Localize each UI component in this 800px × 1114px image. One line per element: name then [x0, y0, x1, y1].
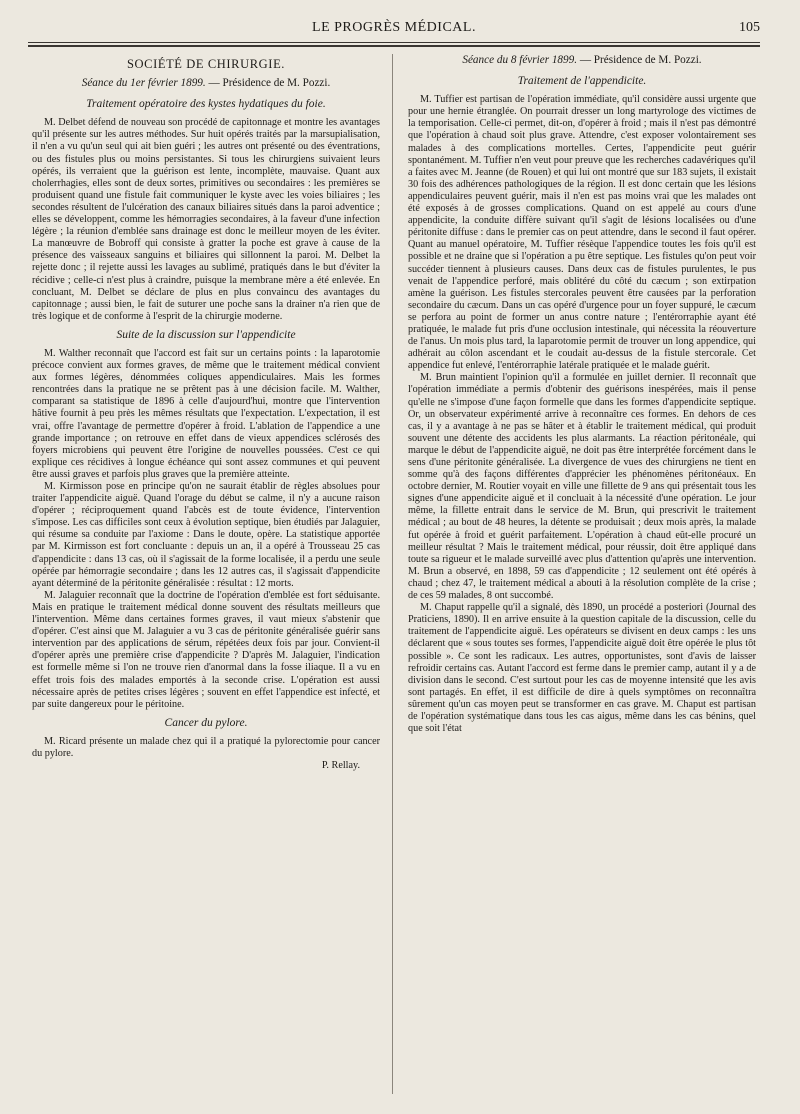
signature: P. Rellay. [321, 760, 360, 772]
seance-date: Séance du 1er février 1899. [81, 77, 206, 90]
section-title-pylore: Cancer du pylore. [164, 716, 248, 729]
section-title-kystes: Traitement opératoire des kystes hydatiques du foie. [86, 98, 326, 111]
paragraph-chaput: M. Chaput rappelle qu'il a signalé, dès 1890, un procédé a posteriori (Journal des Praticiens, 1890). Il en arrive ensuite à la question capitale de la discussion, celle du traitement de l'appendicite aiguë. Les opérateurs se divisent en deux camps : les uns déclarent que « sous toutes ses formes, l'appendicite aiguë doit être opérée le plus tôt possible ». Ce sont les radicaux. Les autres, opportunistes, sont d'avis de laisser refroidir certains cas. Autant l'accord est ferme dans le premier camp, autant il y a de division dans le second. C'est surtout pour les cas de moyenne intensité que les avis sont partagés. En effet, il est difficile de dire à quels symptômes on reconnaîtra sûrement qu'un cas moyen peut se transformer en cas grave. M. Chaput est partisan de l'opération systématique dans tous les cas aigus, même dans les cas bénins, quel que soit l'état [408, 602, 756, 735]
right-column [408, 54, 756, 1106]
paragraph-delbet: M. Delbet défend de nouveau son procédé de capitonnage et montre les avantages qu'il présente sur les autres méthodes. Sur huit opérés traités par la marsupialisation, il n'en a vu qu'un seul qui ait bien guéri ; les autres ont présenté ou des éventrations, ou des fistules plus ou moins persistantes. Si tous les chirurgiens suivaient leurs opérés, ils verraient que la guérison est lente, incomplète, mauvaise. Quant aux cholerrhagies, elles sont de deux sortes, primitives ou secondaires : les premières se produisent quand une fistule fait communiquer le kyste avec les voies biliaires ; les secondes résultent de l'ulcération des canaux biliaires situés dans la paroi adventice ; elles se développent, comme les hémorragies secondaires, à la faveur d'une infection légère ; la réunion d'emblée sans drainage est donc le meilleur moyen de les éviter. La manœuvre de Bobroff qui consiste à gratter la poche est grave à cause de la présence des vaisseaux sanguins et biliaires qui sillonnent la paroi. M. Delbet la rejette donc ; il rejette aussi les lavages au sublimé, pratiqués dans le but d'éviter la récidive ; celle-ci n'est plus à craindre, puisque la membrane mère a été enlevée. En concluant, M. Delbet se déclare de plus en plus convaincu des avantages du capitonnage ; aussi bien, le fait de suturer une poche sans la drainer n'a rien que de très logique et de conforme à l'esprit de la chirurgie moderne. [32, 117, 380, 322]
paragraph-kirmisson: M. Kirmisson pose en principe qu'on ne saurait établir de règles absolues pour traiter l'appendicite aiguë. Quand l'orage du début se calme, il n'y a aucune raison d'opérer ; réciproquement quand l'abcès est de toute évidence, l'intervention s'impose. Les cas difficiles sont ceux à évolution septique, bien étudiés par Jalaguier, qui résume sa conduite par l'axiome : Dans le doute, opère. La statistique apportée par M. Kirmisson est fort concluante : depuis un an, il a opéré à Trousseau 25 cas d'appendicite : dans 13 cas, où il s'agissait de la forme localisée, il a perdu une seule opérée par hémorragie secondaire ; dans les 12 autres cas, il s'agissait d'appendicite ayant déterminé de la péritonite généralisée : résultat : 12 morts. [32, 481, 380, 589]
seance-date: Séance du 8 février 1899. [462, 54, 578, 66]
seance-presidency: — Présidence de M. Pozzi. [577, 54, 702, 66]
column-divider [392, 54, 393, 1094]
section-title-traitement: Traitement de l'appendicite. [517, 75, 647, 88]
seance-line-right [408, 54, 756, 66]
page-header [28, 20, 760, 42]
left-column [32, 54, 380, 1106]
page-number: 105 [739, 20, 760, 35]
society-title: SOCIÉTÉ DE CHIRURGIE. [126, 57, 286, 71]
section-title-appendicite: Suite de la discussion sur l'appendicite [116, 328, 296, 341]
paragraph-ricard: M. Ricard présente un malade chez qui il a pratiqué la pylorectomie pour cancer du pylore. [32, 735, 380, 759]
paragraph-walther: M. Walther reconnaît que l'accord est fait sur un certains points : la laparotomie précoce convient aux formes graves, de même que le traitement médical convient aux formes légères, dénommées coliques appendiculaires. Mais les formes rencontrées dans la pratique ne se prêtent pas à une décision facile. M. Walther, comparant sa statistique de 1896 à celle d'aujourd'hui, montre que l'intervention hâtive fournit à peu près les mêmes résultats que l'expectation. L'expectation, il est vrai, offre l'avantage de permettre d'opérer à froid. L'ablation de l'appendice a une grande importance ; on retrouve en effet dans de vieux appendices sclérosés des foyers microbiens qui peuvent être l'origine de nouvelles poussées. C'est ce qui explique ces récidives à longue échéance qui sont assez communes et qui peuvent être aussi graves et parfois plus graves que la première atteinte. [32, 347, 380, 480]
paragraph-brun: M. Brun maintient l'opinion qu'il a formulée en juillet dernier. Il reconnaît que l'opération immédiate a permis d'obtenir des guérisons inespérées, mais il pense qu'elle ne s'impose d'une façon formelle que dans les formes d'appendicite septique. Or, un observateur expérimenté arrive à reconnaître ces formes. En dehors de ces cas, il y a avantage à ne pas se hâter et à établir le traitement médical, qui produit souvent une détente des accidents les plus alarmants. La réaction péritonéale, qui marque le début de l'appendicite aiguë, ne doit pas être interprétée forcément dans le sens d'une péritonite généralisée. La divergence de vues des chirurgiens ne tient en somme qu'à des façons différentes d'apprécier les phénomènes péritonéaux. En octobre dernier, M. Routier voyait en ville une fillette de 9 ans qui présentait tous les signes d'une appendicite aiguë et il concluait à la nécessité d'une opération. Le jour même, la fillette entrait dans le service de M. Brun, qui prescrivit le traitement médical ; au bout de 48 heures, la détente se produisait ; deux mois après, la malade fut opérée à froid et guérit parfaitement. L'opération à chaud eût-elle procuré un meilleur résultat ? Mais le traitement médical, pour réussir, doit être appliqué dans toute sa rigueur et le malade surveillé avec plus d'attention qu'après une intervention. M. Brun a observé, en 1898, 59 cas d'appendicite ; 12 seulement ont été opérés à chaud ; chez 47, le traitement médical a abouti à la résolution complète de la crise ; de ces 59 malades, 8 ont succombé. [408, 372, 756, 602]
header-rule [28, 42, 760, 47]
running-title: LE PROGRÈS MÉDICAL. [312, 20, 476, 35]
paragraph-jalaguier: M. Jalaguier reconnaît que la doctrine de l'opération d'emblée est fort séduisante. Mais en pratique le traitement médical donne souvent des résultats meilleurs que l'intervention. Même dans certaines formes graves, il vaut mieux s'abstenir que d'opérer. C'est ainsi que M. Jalaguier a vu 3 cas de péritonite généralisée guérir sans intervention par des applications de sérum, répétées deux fois par jour. Convient-il d'opérer après une première crise d'appendicite ? D'après M. Jalaguier, l'indication est formelle même si l'on ne trouve rien d'anormal dans la fosse iliaque. Il a vu en effet trois fois des malades emportés à la seconde crise. L'opération est aussi nécessaire après de petites crises légères ; souvent en effet l'appendice est infecté, et par suite dangereux pour le péritoine. [32, 589, 380, 710]
seance-presidency: — Présidence de M. Pozzi. [205, 77, 331, 90]
paragraph-tuffier: M. Tuffier est partisan de l'opération immédiate, qu'il considère aussi urgente que pour une hernie étranglée. On pourrait dresser un long martyrologe des victimes de la temporisation. Celle-ci permet, dit-on, d'opérer à froid ; mais il n'est pas démontré que l'opération à chaud soit plus grave. Attendre, c'est exposer volontairement ses malades à des complications mortelles. Certes, l'appendicite peut guérir spontanément. M. Tuffier n'en veut pour preuve que les recherches cadavériques qu'il a faites avec M. Jeanne (de Rouen) et qui lui ont montré que sur 183 sujets, il existait 30 fois des adhérences pathologiques de la région. Il est donc certain que les lésions appendiculaires peuvent guérir, mais il n'en est pas moins vrai que les malades ont été exposés à de grosses complications. Quand on est appelé au cours d'une appendicite, la conduite diffère suivant qu'il s'agit de lésions localisées ou d'une péritonite diffuse : dans le premier cas on peut attendre, dans le second il faut opérer. Quant au manuel opératoire, M. Tuffier résèque l'appendice toutes les fois qu'il est possible et ne draine que si l'opération a pu être septique. Les fistules qu'on peut voir succéder tiennent à plusieurs causes. Dans deux cas de fistules purulentes, le pus venait de l'appendice perforé, mais oblitéré du côté du cæcum ; son extirpation amène la guérison. Les fistules stercorales peuvent être causées par la perforation secondaire du cæcum. Dans un cas opéré d'urgence pour un foyer suppuré, le cæcum se perfora au point de former un anus contre nature ; l'entérorraphie ayant été pratiquée, le malade fut pris d'une occlusion intestinale, qui nécessita la réouverture de l'anus. Un mois plus tard, la laparotomie permit de trouver un long appendice, qui adhérait au côlon ascendant et le coudait au-dessus de la fistule stercorale. Cet appendice fut enlevé, l'entérorraphie latérale pratiquée et le malade guérit. [408, 94, 756, 372]
seance-line-left [32, 77, 380, 89]
